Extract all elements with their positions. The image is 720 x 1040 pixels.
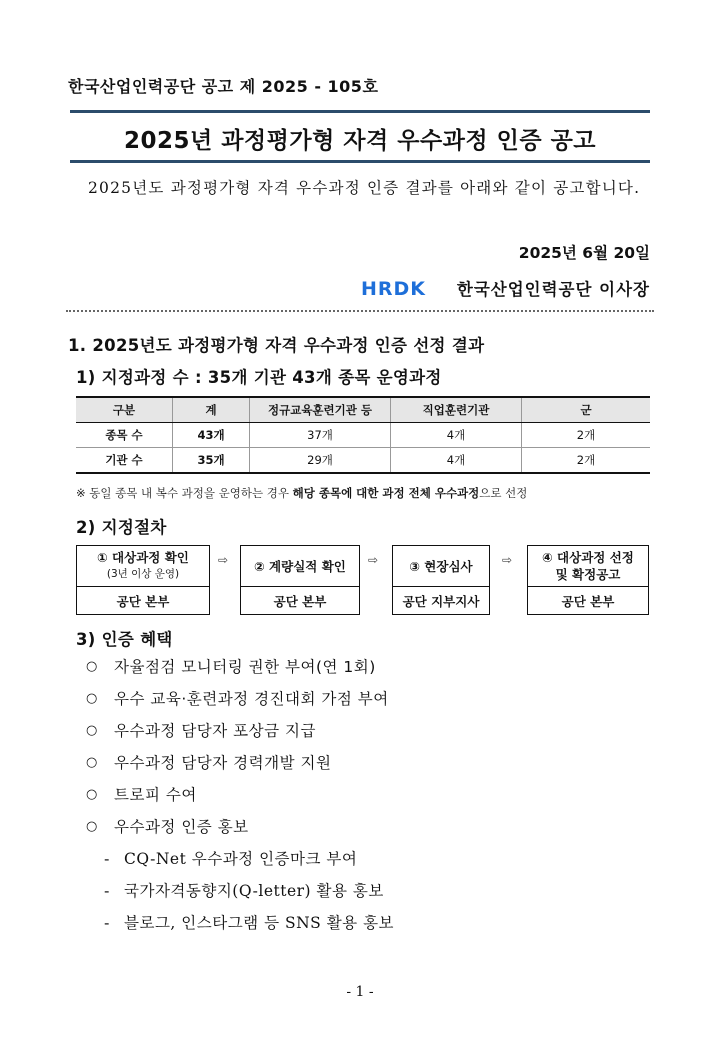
- table-cell: 37개: [250, 423, 391, 448]
- list-item: ○ 우수 교육·훈련과정 경진대회 가점 부여: [86, 690, 389, 708]
- notice-date: 2025년 6월 20일: [518, 244, 650, 262]
- dash-bullet-icon: -: [104, 914, 110, 932]
- table-cell: 종목 수: [76, 423, 173, 448]
- table-cell: 29개: [250, 448, 391, 474]
- intro-paragraph: 2025년도 과정평가형 자격 우수과정 인증 결과를 아래와 같이 공고합니다.: [88, 179, 641, 197]
- benefits-list: [86, 656, 394, 944]
- dash-bullet-icon: -: [104, 850, 110, 868]
- table-header-row: [76, 397, 650, 423]
- table-header: 정규교육훈련기관 등: [250, 397, 391, 423]
- table-cell: 4개: [391, 423, 522, 448]
- notice-number: 한국산업인력공단 공고 제 2025 - 105호: [68, 77, 379, 96]
- step-title-box: ④ 대상과정 선정 및 확정공고: [527, 545, 649, 587]
- list-item: ○ 트로피 수여: [86, 786, 197, 804]
- list-item: ○ 우수과정 담당자 포상금 지급: [86, 722, 316, 740]
- procedure-step-2: [240, 545, 360, 615]
- table-header: 구분: [76, 397, 173, 423]
- circle-bullet-icon: ○: [86, 659, 98, 674]
- hrdk-logo: [361, 278, 441, 298]
- table-cell: 4개: [391, 448, 522, 474]
- svg-text:HRDK: HRDK: [360, 278, 426, 298]
- step-arrow-icon: ⇨: [502, 553, 513, 567]
- procedure-step-1: [76, 545, 210, 615]
- list-subitem: - 국가자격동향지(Q-letter) 활용 홍보: [104, 882, 384, 900]
- section1-heading: 1. 2025년도 과정평가형 자격 우수과정 인증 선정 결과: [68, 336, 485, 355]
- step-owner: 공단 본부: [240, 587, 360, 615]
- list-item: ○ 우수과정 인증 홍보: [86, 818, 249, 836]
- circle-bullet-icon: ○: [86, 819, 98, 834]
- list-item: ○ 자율점검 모니터링 권한 부여(연 1회): [86, 658, 376, 676]
- procedure-step-4: [527, 545, 649, 615]
- procedure-step-3: [392, 545, 490, 615]
- list-item: ○ 우수과정 담당자 경력개발 지원: [86, 754, 332, 772]
- issuer-name: 한국산업인력공단 이사장: [456, 280, 650, 299]
- step-title-box: ③ 현장심사: [392, 545, 490, 587]
- table-header: 군: [522, 397, 651, 423]
- dash-bullet-icon: -: [104, 882, 110, 900]
- title-bottom-rule: [70, 160, 650, 163]
- section-divider: [66, 310, 654, 312]
- step-arrow-icon: ⇨: [218, 553, 229, 567]
- table-header: 계: [173, 397, 250, 423]
- table-cell: 43개: [173, 423, 250, 448]
- circle-bullet-icon: ○: [86, 723, 98, 738]
- procedure-heading: 2) 지정절차: [76, 518, 167, 537]
- circle-bullet-icon: ○: [86, 691, 98, 706]
- issuer-block: [361, 276, 650, 300]
- table-cell: 2개: [522, 423, 651, 448]
- designation-table: [76, 396, 650, 474]
- step-owner: 공단 본부: [76, 587, 210, 615]
- table-cell: 기관 수: [76, 448, 173, 474]
- benefits-heading: 3) 인증 혜택: [76, 630, 173, 649]
- document-title: 2025년 과정평가형 자격 우수과정 인증 공고: [123, 128, 597, 154]
- table-header: 직업훈련기관: [391, 397, 522, 423]
- table-row: [76, 448, 650, 474]
- circle-bullet-icon: ○: [86, 787, 98, 802]
- selection-note: ※ 동일 종목 내 복수 과정을 운영하는 경우 해당 종목에 대한 과정 전체 우수과정으로 선정: [76, 486, 528, 500]
- step-title-box: ① 대상과정 확인 (3년 이상 운영): [76, 545, 210, 587]
- step-owner: 공단 본부: [527, 587, 649, 615]
- circle-bullet-icon: ○: [86, 755, 98, 770]
- designated-count-heading: 1) 지정과정 수 : 35개 기관 43개 종목 운영과정: [76, 368, 442, 387]
- table-cell: 2개: [522, 448, 651, 474]
- step-owner: 공단 지부지사: [392, 587, 490, 615]
- list-subitem: - CQ-Net 우수과정 인증마크 부여: [104, 850, 358, 868]
- table-row: [76, 423, 650, 448]
- title-top-rule: [70, 110, 650, 113]
- step-arrow-icon: ⇨: [368, 553, 379, 567]
- table-cell: 35개: [173, 448, 250, 474]
- list-subitem: - 블로그, 인스타그램 등 SNS 활용 홍보: [104, 914, 395, 932]
- page-number: - 1 -: [346, 984, 374, 1000]
- step-title-box: ② 계량실적 확인: [240, 545, 360, 587]
